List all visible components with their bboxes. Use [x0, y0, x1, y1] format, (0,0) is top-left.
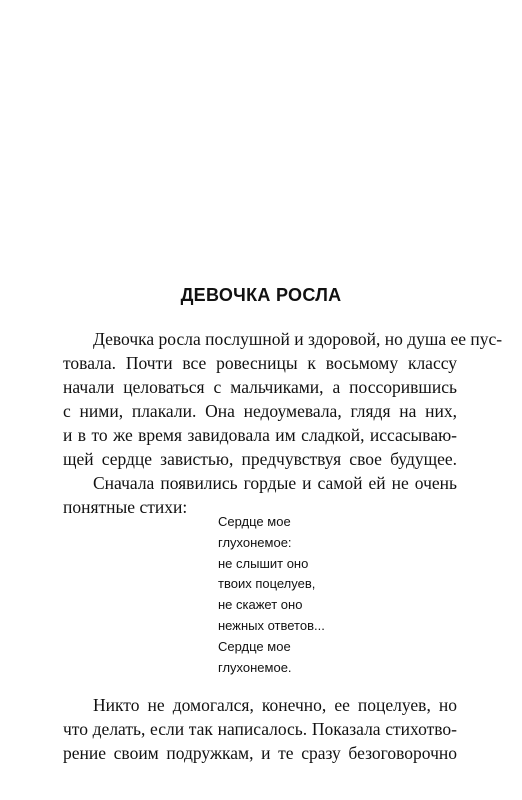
paragraph-line: и в то же время завидовала им сладкой, иссасываю- — [63, 425, 457, 445]
paragraph-line: начали целоваться с мальчиками, а поссорившись — [63, 377, 457, 397]
paragraph-line: щей сердце завистью, предчувствуя свое будущее. — [63, 449, 457, 469]
paragraph-line: Девочка росла послушной и здоровой, но душа ее пус- — [93, 329, 503, 349]
poem-line: твоих поцелуев, — [218, 576, 316, 591]
paragraph-line: Никто не домогался, конечно, ее поцелуев, но — [93, 695, 457, 715]
poem-line: глухонемое. — [218, 660, 292, 675]
paragraph-line: Сначала появились гордые и самой ей не очень — [93, 473, 457, 493]
poem-line: Сердце мое — [218, 639, 291, 654]
poem-line: нежных ответов... — [218, 618, 325, 633]
paragraph-line: с ними, плакали. Она недоумевала, глядя на них, — [63, 401, 457, 421]
paragraph-line: что делать, если так написалось. Показала стихотво- — [63, 719, 457, 739]
chapter-title: ДЕВОЧКА РОСЛА — [180, 285, 342, 305]
poem-line: не слышит оно — [218, 556, 309, 571]
poem-line: глухонемое: — [218, 535, 292, 550]
paragraph-line: понятные стихи: — [63, 497, 188, 517]
paragraph-line: рение своим подружкам, и те сразу безоговорочно — [63, 743, 457, 763]
paragraph-line: товала. Почти все ровесницы к восьмому классу — [63, 353, 457, 373]
poem-line: Сердце мое — [218, 514, 291, 529]
poem-line: не скажет оно — [218, 597, 303, 612]
